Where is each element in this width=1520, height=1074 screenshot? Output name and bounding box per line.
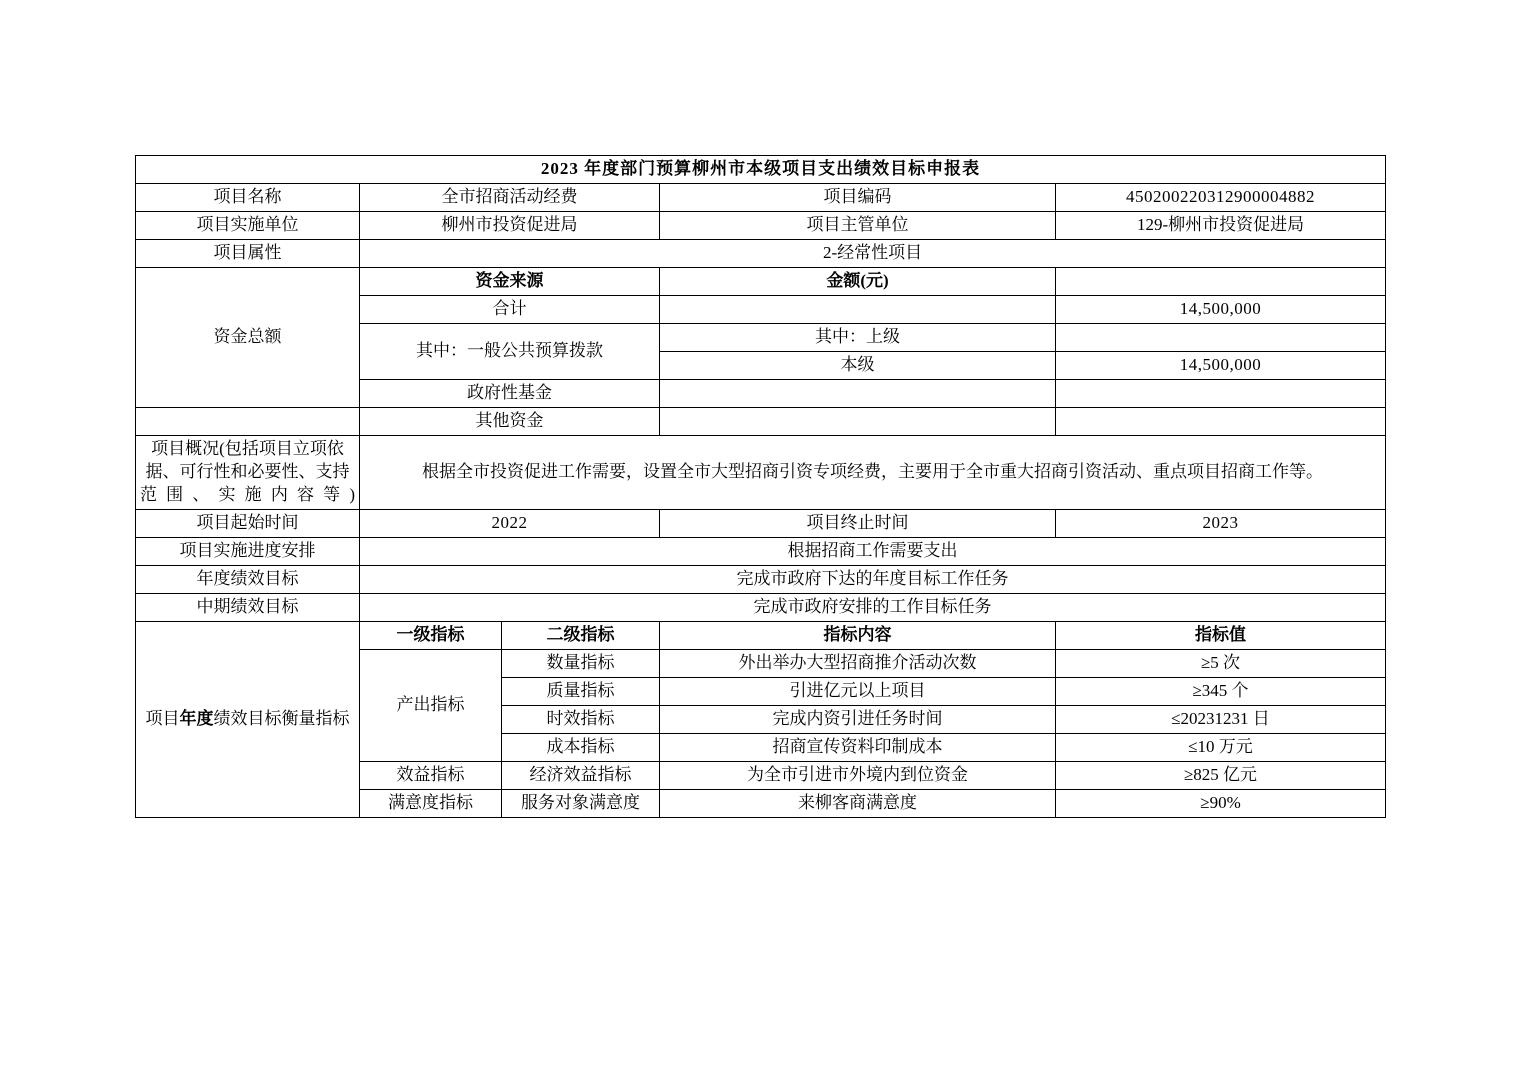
indicator-level2: 质量指标 <box>502 677 660 705</box>
indicator-level1: 产出指标 <box>360 649 502 761</box>
label-upper-level: 其中：上级 <box>660 323 1056 351</box>
value-overview: 根据全市投资促进工作需要，设置全市大型招商引资专项经费，主要用于全市重大招商引资活动、重点项目招商工作等。 <box>360 435 1386 509</box>
value-project-name: 全市招商活动经费 <box>360 183 660 211</box>
indicator-content: 来柳客商满意度 <box>660 789 1056 817</box>
indicator-content: 外出举办大型招商推介活动次数 <box>660 649 1056 677</box>
header-value: 指标值 <box>1056 621 1386 649</box>
indicator-block-post: 绩效目标衡量指标 <box>213 708 350 728</box>
indicator-level1: 满意度指标 <box>360 789 502 817</box>
value-supervise-unit: 129-柳州市投资促进局 <box>1056 211 1386 239</box>
amount-header-spacer <box>1056 267 1386 295</box>
table-row-schedule <box>136 537 1386 565</box>
indicator-level1: 效益指标 <box>360 761 502 789</box>
value-start-time: 2022 <box>360 509 660 537</box>
value-project-attr: 2-经常性项目 <box>360 239 1386 267</box>
table-row-midterm-goal <box>136 593 1386 621</box>
label-project-name: 项目名称 <box>136 183 360 211</box>
value-other-fund-amount <box>1056 407 1386 435</box>
indicator-value: ≥5 次 <box>1056 649 1386 677</box>
label-annual-goal: 年度绩效目标 <box>136 565 360 593</box>
indicator-content: 招商宣传资料印制成本 <box>660 733 1056 761</box>
other-fund-left-spacer <box>136 407 360 435</box>
indicator-content: 引进亿元以上项目 <box>660 677 1056 705</box>
value-upper-level-amount <box>1056 323 1386 351</box>
value-total-amount: 14,500,000 <box>1056 295 1386 323</box>
table-row-overview <box>136 435 1386 509</box>
label-overview: 项目概况(包括项目立项依据、可行性和必要性、支持范围、实施内容等) <box>136 435 360 509</box>
indicator-level2: 服务对象满意度 <box>502 789 660 817</box>
table-row-impl-unit <box>136 211 1386 239</box>
table-row-project-attr <box>136 239 1386 267</box>
table-row-project-name <box>136 183 1386 211</box>
performance-target-form <box>135 155 1385 818</box>
table-row-fund-source-header <box>136 267 1386 295</box>
label-fund-total: 资金总额 <box>136 267 360 407</box>
indicator-value: ≥90% <box>1056 789 1386 817</box>
label-project-code: 项目编码 <box>660 183 1056 211</box>
other-fund-spacer <box>660 407 1056 435</box>
indicator-content: 完成内资引进任务时间 <box>660 705 1056 733</box>
label-other-fund: 其他资金 <box>360 407 660 435</box>
indicator-value: ≤20231231 日 <box>1056 705 1386 733</box>
header-content: 指标内容 <box>660 621 1056 649</box>
label-general-budget: 其中：一般公共预算拨款 <box>360 323 660 379</box>
table-row-annual-goal <box>136 565 1386 593</box>
value-gov-fund-amount <box>1056 379 1386 407</box>
gov-fund-spacer <box>660 379 1056 407</box>
indicator-level2: 经济效益指标 <box>502 761 660 789</box>
indicator-content: 为全市引进市外境内到位资金 <box>660 761 1056 789</box>
label-indicator-block <box>136 621 360 817</box>
value-schedule: 根据招商工作需要支出 <box>360 537 1386 565</box>
value-project-code: 450200220312900004882 <box>1056 183 1386 211</box>
label-amount: 金额(元) <box>660 267 1056 295</box>
indicator-value: ≥345 个 <box>1056 677 1386 705</box>
value-midterm-goal: 完成市政府安排的工作目标任务 <box>360 593 1386 621</box>
table-row-title <box>136 156 1386 184</box>
value-impl-unit: 柳州市投资促进局 <box>360 211 660 239</box>
indicator-value: ≥825 亿元 <box>1056 761 1386 789</box>
page-title: 2023 年度部门预算柳州市本级项目支出绩效目标申报表 <box>136 156 1386 184</box>
total-spacer <box>660 295 1056 323</box>
label-fund-source: 资金来源 <box>360 267 660 295</box>
value-annual-goal: 完成市政府下达的年度目标工作任务 <box>360 565 1386 593</box>
label-start-time: 项目起始时间 <box>136 509 360 537</box>
label-supervise-unit: 项目主管单位 <box>660 211 1056 239</box>
label-this-level: 本级 <box>660 351 1056 379</box>
indicator-value: ≤10 万元 <box>1056 733 1386 761</box>
label-schedule: 项目实施进度安排 <box>136 537 360 565</box>
label-project-attr: 项目属性 <box>136 239 360 267</box>
header-level2: 二级指标 <box>502 621 660 649</box>
label-midterm-goal: 中期绩效目标 <box>136 593 360 621</box>
value-this-level-amount: 14,500,000 <box>1056 351 1386 379</box>
table-row-indicator-header <box>136 621 1386 649</box>
value-end-time: 2023 <box>1056 509 1386 537</box>
label-total: 合计 <box>360 295 660 323</box>
indicator-level2: 时效指标 <box>502 705 660 733</box>
form-table <box>135 155 1386 818</box>
label-end-time: 项目终止时间 <box>660 509 1056 537</box>
indicator-block-pre: 项目 <box>145 708 180 728</box>
table-row-other-fund <box>136 407 1386 435</box>
indicator-level2: 成本指标 <box>502 733 660 761</box>
indicator-level2: 数量指标 <box>502 649 660 677</box>
header-level1: 一级指标 <box>360 621 502 649</box>
label-impl-unit: 项目实施单位 <box>136 211 360 239</box>
indicator-block-bold: 年度 <box>179 708 214 728</box>
label-gov-fund: 政府性基金 <box>360 379 660 407</box>
table-row-time <box>136 509 1386 537</box>
